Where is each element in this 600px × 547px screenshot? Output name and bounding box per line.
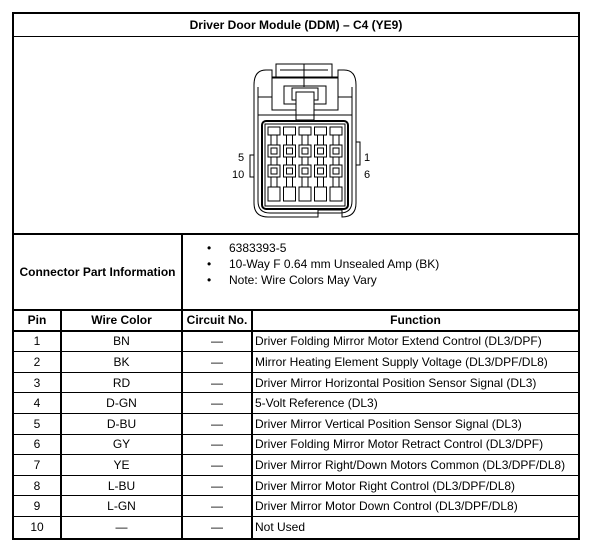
pin-cell: 8 bbox=[14, 476, 62, 496]
terminal-cavity bbox=[268, 165, 280, 177]
terminal-cavity bbox=[299, 187, 311, 201]
table-row bbox=[14, 517, 578, 538]
terminal-contact bbox=[287, 168, 293, 174]
circuit-cell: — bbox=[183, 476, 253, 496]
circuit-cell: — bbox=[183, 455, 253, 475]
terminal-cavity bbox=[330, 127, 342, 135]
table-row bbox=[14, 373, 578, 394]
header-function: Function bbox=[390, 313, 441, 328]
function-cell: Driver Mirror Motor Right Control (DL3/DPF/DL8) bbox=[255, 478, 516, 493]
terminal-contact bbox=[287, 148, 293, 154]
table-title: Driver Door Module (DDM) – C4 (YE9) bbox=[14, 14, 578, 37]
function-cell: 5-Volt Reference (DL3) bbox=[255, 396, 378, 411]
terminal-contact bbox=[271, 168, 277, 174]
function-cell: Driver Mirror Horizontal Position Sensor Signal (DL3) bbox=[255, 375, 537, 390]
pin-cell: 4 bbox=[14, 393, 62, 413]
connector-face-icon bbox=[232, 37, 392, 233]
pin-cell: 1 bbox=[14, 332, 62, 352]
terminal-cavity bbox=[268, 145, 280, 157]
circuit-cell: — bbox=[183, 435, 253, 455]
part-info-label: Connector Part Information bbox=[14, 235, 183, 309]
terminal-column bbox=[315, 127, 327, 201]
terminal-cavity bbox=[315, 127, 327, 135]
terminal-cavity bbox=[330, 145, 342, 157]
table-row bbox=[14, 496, 578, 517]
function-cell: Driver Folding Mirror Motor Retract Control (DL3/DPF) bbox=[255, 437, 544, 452]
terminal-column bbox=[284, 127, 296, 201]
header-pin: Pin bbox=[14, 311, 62, 330]
pin-label-5: 5 bbox=[238, 152, 245, 164]
terminal-cavity bbox=[268, 127, 280, 135]
circuit-cell: — bbox=[183, 393, 253, 413]
table-row bbox=[14, 476, 578, 497]
function-cell: Not Used bbox=[255, 520, 306, 535]
connector-table bbox=[12, 12, 580, 540]
wire-color-cell: RD bbox=[62, 373, 183, 393]
wire-color-cell: BK bbox=[62, 352, 183, 372]
pin-table-header bbox=[14, 311, 578, 332]
terminal-column bbox=[330, 127, 342, 201]
terminal-cavity bbox=[284, 165, 296, 177]
header-circuit-no: Circuit No. bbox=[183, 311, 253, 330]
circuit-cell: — bbox=[183, 373, 253, 393]
circuit-cell: — bbox=[183, 496, 253, 516]
terminal-contact bbox=[302, 148, 308, 154]
function-cell: Driver Mirror Vertical Position Sensor Signal (DL3) bbox=[255, 416, 522, 431]
terminal-cavity bbox=[315, 165, 327, 177]
pin-cell: 9 bbox=[14, 496, 62, 516]
pin-cell: 3 bbox=[14, 373, 62, 393]
terminal-cavity bbox=[299, 145, 311, 157]
part-info-item: • 6383393-5 bbox=[207, 240, 439, 256]
pin-cell: 2 bbox=[14, 352, 62, 372]
terminal-cavity bbox=[284, 187, 296, 201]
pin-label-1: 1 bbox=[364, 152, 371, 164]
pin-cell: 6 bbox=[14, 435, 62, 455]
terminal-contact bbox=[318, 168, 324, 174]
terminal-cavity bbox=[330, 187, 342, 201]
circuit-cell: — bbox=[183, 352, 253, 372]
terminal-cavity bbox=[268, 187, 280, 201]
terminal-contact bbox=[333, 168, 339, 174]
part-info-list bbox=[183, 235, 439, 309]
wire-color-cell: L-GN bbox=[62, 496, 183, 516]
circuit-cell: — bbox=[183, 332, 253, 352]
table-row bbox=[14, 435, 578, 456]
pin-cell: 5 bbox=[14, 414, 62, 434]
connector-figure-cell bbox=[14, 37, 578, 235]
circuit-cell: — bbox=[183, 414, 253, 434]
table-row bbox=[14, 414, 578, 435]
terminal-column bbox=[268, 127, 280, 201]
function-cell: Driver Mirror Right/Down Motors Common (DL3/DPF/DL8) bbox=[255, 457, 566, 472]
connector-part-information bbox=[14, 235, 578, 311]
terminal-cavity bbox=[284, 145, 296, 157]
terminal-contact bbox=[318, 148, 324, 154]
pin-cell: 10 bbox=[14, 517, 62, 538]
terminal-contact bbox=[333, 148, 339, 154]
terminal-cavity bbox=[299, 127, 311, 135]
table-row bbox=[14, 455, 578, 476]
pin-label-6: 6 bbox=[364, 169, 371, 181]
terminal-cavity bbox=[299, 165, 311, 177]
terminal-column bbox=[299, 127, 311, 201]
function-cell: Driver Folding Mirror Motor Extend Control (DL3/DPF) bbox=[255, 334, 542, 349]
wire-color-cell: L-BU bbox=[62, 476, 183, 496]
terminal-cavity bbox=[315, 187, 327, 201]
terminal-contact bbox=[302, 168, 308, 174]
pin-label-10: 10 bbox=[232, 169, 245, 181]
function-cell: Driver Mirror Motor Down Control (DL3/DPF/DL8) bbox=[255, 499, 518, 514]
pin-table bbox=[14, 311, 578, 538]
table-row bbox=[14, 332, 578, 353]
wire-color-cell: YE bbox=[62, 455, 183, 475]
table-row bbox=[14, 393, 578, 414]
wire-color-cell: — bbox=[62, 517, 183, 538]
terminal-cavity bbox=[315, 145, 327, 157]
terminal-cavity bbox=[330, 165, 342, 177]
wire-color-cell: GY bbox=[62, 435, 183, 455]
pin-cell: 7 bbox=[14, 455, 62, 475]
part-info-item: • Note: Wire Colors May Vary bbox=[207, 272, 439, 288]
header-wire-color: Wire Color bbox=[62, 311, 183, 330]
wire-color-cell: D-GN bbox=[62, 393, 183, 413]
terminal-contact bbox=[271, 148, 277, 154]
terminal-cavity bbox=[284, 127, 296, 135]
circuit-cell: — bbox=[183, 517, 253, 538]
part-info-item: • 10-Way F 0.64 mm Unsealed Amp (BK) bbox=[207, 256, 439, 272]
table-row bbox=[14, 352, 578, 373]
wire-color-cell: D-BU bbox=[62, 414, 183, 434]
function-cell: Mirror Heating Element Supply Voltage (DL3/DPF/DL8) bbox=[255, 354, 548, 369]
wire-color-cell: BN bbox=[62, 332, 183, 352]
terminal-grid bbox=[268, 127, 342, 201]
